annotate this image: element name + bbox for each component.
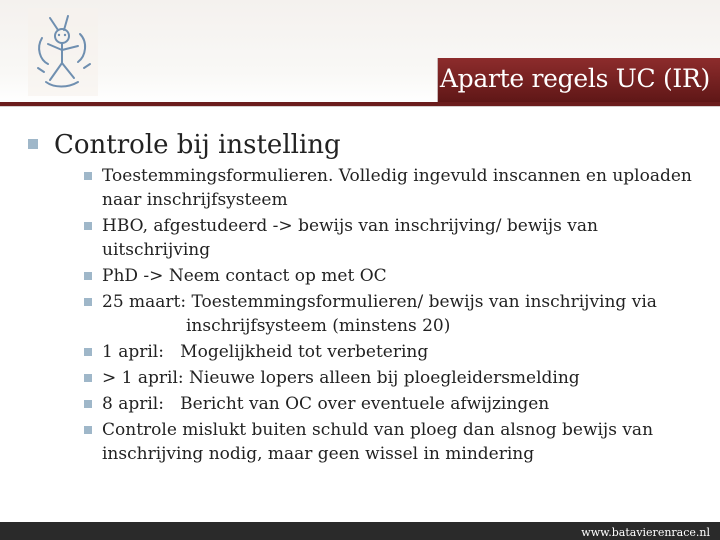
slide-title: Aparte regels UC (IR) [439,64,710,93]
list-item-text: Controle mislukt buiten schuld van ploeg dan alsnog bewijs van inschrijving nodig, maar geen wissel in mindering [102,420,654,464]
title-bar [437,58,720,102]
list-item [84,366,694,390]
list-item-text: 25 maart: Toestemmingsformulieren/ bewijs van inschrijving via [102,292,657,312]
list-item [84,164,694,212]
bullet-list [84,164,694,468]
list-item [84,340,694,364]
batavierenrace-logo-icon [28,8,98,96]
list-item-text: > 1 april: Nieuwe lopers alleen bij ploegleidersmelding [102,368,580,388]
footer-bar [0,522,720,540]
list-item-continuation: inschrijfsysteem (minstens 20) [186,316,451,336]
list-item-text: HBO, afgestudeerd -> bewijs van inschrijving/ bewijs van uitschrijving [102,216,598,260]
header-divider-light [0,106,720,107]
bullet-icon [84,298,92,306]
bullet-icon [84,272,92,280]
list-item-text: 8 april: Bericht van OC over eventuele afwijzingen [102,394,550,414]
bullet-icon [84,374,92,382]
slide-header [0,0,720,104]
list-item-text: Toestemmingsformulieren. Volledig ingevuld inscannen en uploaden naar inschrijfsysteem [102,166,692,210]
footer-url: www.batavierenrace.nl [581,526,710,539]
bullet-icon [84,400,92,408]
heading-text: Controle bij instelling [54,130,341,160]
slide-heading [28,130,341,160]
bullet-icon [84,172,92,180]
list-item [84,264,694,288]
list-item [84,418,694,466]
bullet-icon [28,139,38,149]
list-item-text: PhD -> Neem contact op met OC [102,266,387,286]
list-item-text: 1 april: Mogelijkheid tot verbetering [102,342,429,362]
bullet-icon [84,426,92,434]
bullet-icon [84,348,92,356]
list-item [84,392,694,416]
list-item [84,214,694,262]
list-item [84,290,694,338]
bullet-icon [84,222,92,230]
